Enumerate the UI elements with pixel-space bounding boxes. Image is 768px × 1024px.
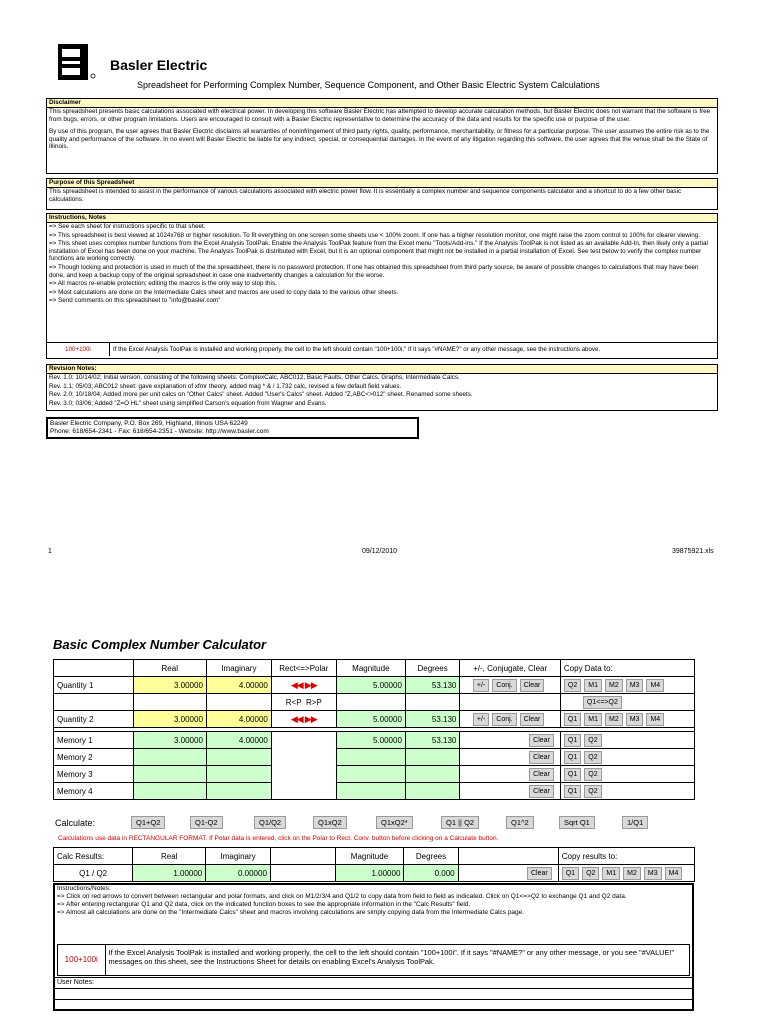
purpose-heading: Purpose of this Spreadsheet <box>47 179 717 188</box>
calc-sqrt-button[interactable]: Sqrt Q1 <box>559 816 595 829</box>
quantity1-degrees[interactable]: 53.130 <box>405 677 459 694</box>
disclaimer-panel <box>46 98 718 174</box>
memory1-copy-to-q1-button[interactable]: Q1 <box>564 734 581 747</box>
user-notes-label: User Notes: <box>55 978 692 989</box>
memory1-degrees[interactable]: 53.130 <box>405 732 459 749</box>
notes-toolpak-check-message: If the Excel Analysis ToolPak is installed and working properly, the cell to the left should contain "100+100i". If it says "#NAME?" or any other message, or you see "#VALUE!" messages on this sheet, see the Instructions Sheet for details on enabling Excel's Analysis ToolPak. <box>108 948 675 966</box>
p-to-r-label[interactable]: R>P <box>306 697 322 707</box>
q1-copy-to-m2-button[interactable]: M2 <box>605 679 623 692</box>
calc-parallel-button[interactable]: Q1 || Q2 <box>441 816 479 829</box>
basler-logo <box>58 44 98 80</box>
revision-panel <box>46 364 718 411</box>
purpose-panel <box>46 178 718 210</box>
memory3-copy-to-q1-button[interactable]: Q1 <box>564 768 581 781</box>
q2-clear-button[interactable]: Clear <box>520 713 545 726</box>
user-notes-area[interactable] <box>55 977 692 1012</box>
contact-box <box>46 417 419 439</box>
notes-line: => After entering rectangular Q1 and Q2 data, click on the indicated function boxes to see the appropriate information in the "Calc Results" field. <box>57 901 471 908</box>
memory1-magnitude[interactable]: 5.00000 <box>336 732 405 749</box>
memory2-imag[interactable] <box>206 749 271 766</box>
memory4-degrees[interactable] <box>405 783 459 800</box>
results-copy-to-q1-button[interactable]: Q1 <box>562 867 579 880</box>
results-header-copy: Copy results to: <box>558 848 694 865</box>
q1-clear-button[interactable]: Clear <box>520 679 545 692</box>
results-header-real: Real <box>133 848 206 865</box>
results-header-magnitude: Magnitude <box>335 848 404 865</box>
memory4-label: Memory 4 <box>54 783 134 800</box>
disclaimer-heading: Disclaimer <box>47 99 717 108</box>
notes-heading: Instructions/Notes: <box>57 885 111 892</box>
calc-divide-button[interactable]: Q1/Q2 <box>254 816 286 829</box>
company-name: Basler Electric <box>110 57 208 73</box>
toolpak-check-message: If the Excel Analysis ToolPak is installed and working properly, the cell to the left should contain "100+100i." If it says "#NAME?" or any other message, see the instructions above. <box>113 346 601 353</box>
calculator-table <box>53 659 695 800</box>
memory4-magnitude[interactable] <box>336 783 405 800</box>
header-blank <box>54 660 134 677</box>
col-header-degrees: Degrees <box>405 660 459 677</box>
polar-to-rect-arrow-icon[interactable]: ◀◀ <box>290 713 303 724</box>
notes-panel <box>53 883 694 1011</box>
memory2-magnitude[interactable] <box>336 749 405 766</box>
revision-line: Rev. 1.1; 05/03; ABC012 sheet: gave explanation of xfmr theory, added mag * & / 1.732 calc, revised a few default field values. <box>49 382 402 390</box>
calc-reciprocal-button[interactable]: 1/Q1 <box>622 816 648 829</box>
memory1-real[interactable]: 3.00000 <box>133 732 206 749</box>
page-subtitle: Spreadsheet for Performing Complex Number, Sequence Component, and Other Basic Electric System Calculations <box>137 80 600 90</box>
quantity2-magnitude[interactable]: 5.00000 <box>336 711 405 728</box>
calc-add-button[interactable]: Q1+Q2 <box>131 816 165 829</box>
memory1-imag[interactable]: 4.00000 <box>206 732 271 749</box>
results-header-imaginary: Imaginary <box>206 848 271 865</box>
results-magnitude: 1.00000 <box>335 865 404 882</box>
notes-toolpak-check-row <box>57 944 690 976</box>
calculate-label: Calculate: <box>55 818 96 828</box>
instruction-line: => All macros re-enable protection; editing the macros is the only way to stop this. <box>49 280 277 288</box>
rect-to-polar-arrow-icon[interactable]: ▶▶ <box>304 713 317 724</box>
q2-copy-to-m4-button[interactable]: M4 <box>646 713 664 726</box>
col-header-imaginary: Imaginary <box>206 660 271 677</box>
purpose-text: This spreadsheet is intended to assist in the performance of various calculations associated with electric power flow. It is essentially a complex number and sequence components calculator and a shortcut to do a few other basic calculations. <box>49 188 682 203</box>
calc-multiply-button[interactable]: Q1xQ2 <box>313 816 347 829</box>
results-real: 1.00000 <box>133 865 206 882</box>
notes-toolpak-check-cell[interactable]: 100+100i <box>58 945 106 975</box>
calc-square-button[interactable]: Q1^2 <box>506 816 534 829</box>
calculator-title: Basic Complex Number Calculator <box>53 637 267 652</box>
memory1-copy-to-q2-button[interactable]: Q2 <box>584 734 601 747</box>
disclaimer-paragraph-1: This spreadsheet presents basic calculations associated with electrical power. In developing this software Basler Electric has attempted to develop accurate calculation methods, but Basler Electric does not warrant that the software is free from bugs, errors, or other program limitations. Users are encouraged to consult with a Basler Electric representative to determine the accuracy of the data and results for the specific use or purpose of the user. <box>49 108 711 123</box>
toolpak-check-cell[interactable]: 100+100i <box>47 343 110 356</box>
memory2-copy-to-q2-button[interactable]: Q2 <box>584 751 601 764</box>
contact-address: Basler Electric Company, P.O. Box 269, Highland, Illinois USA 62249 <box>50 420 248 427</box>
q2-copy-to-m2-button[interactable]: M2 <box>605 713 623 726</box>
calc-subtract-button[interactable]: Q1-Q2 <box>190 816 223 829</box>
user-notes-line[interactable] <box>55 1000 692 1010</box>
instruction-line: => Most calculations are done on the Intermediate Calcs sheet and macros are used to copy data to the various other sheets. <box>49 288 399 296</box>
memory4-copy-to-q2-button[interactable]: Q2 <box>584 785 601 798</box>
quantity1-label: Quantity 1 <box>54 677 134 694</box>
results-imag: 0.00000 <box>206 865 271 882</box>
memory1-label: Memory 1 <box>54 732 134 749</box>
results-label: Calc Results: <box>54 848 133 865</box>
memory1-clear-button[interactable]: Clear <box>529 734 554 747</box>
col-header-conjugate: +/-, Conjugate, Clear <box>460 660 561 677</box>
memory4-copy-to-q1-button[interactable]: Q1 <box>564 785 581 798</box>
memory3-degrees[interactable] <box>405 766 459 783</box>
q2-copy-to-m3-button[interactable]: M3 <box>626 713 644 726</box>
toolpak-check-row <box>47 342 717 356</box>
rect-to-polar-arrow-icon[interactable]: ▶▶ <box>304 679 317 690</box>
memory4-imag[interactable] <box>206 783 271 800</box>
col-header-magnitude: Magnitude <box>336 660 405 677</box>
calc-multiply-conj-button[interactable]: Q1xQ2* <box>376 816 413 829</box>
memory4-real[interactable] <box>133 783 206 800</box>
memory4-clear-button[interactable]: Clear <box>529 785 554 798</box>
memory3-label: Memory 3 <box>54 766 134 783</box>
polar-to-rect-arrow-icon[interactable]: ◀◀ <box>290 679 303 690</box>
q1-copy-to-m4-button[interactable]: M4 <box>646 679 664 692</box>
revision-line: Rev. 1.0; 10/14/02; Initial version, consisting of the following sheets: ComplexCalc, ABC012, Basic Faults, Other Calcs, Graphs, Intermediate Calcs. <box>49 374 460 381</box>
col-header-copy: Copy Data to: <box>560 660 694 677</box>
quantity2-degrees[interactable]: 53.130 <box>405 711 459 728</box>
results-copy-to-m3-button[interactable]: M3 <box>644 867 662 880</box>
results-header-degrees: Degrees <box>404 848 458 865</box>
results-degrees: 0.000 <box>404 865 458 882</box>
memory2-copy-to-q1-button[interactable]: Q1 <box>564 751 581 764</box>
footer-date: 09/12/2010 <box>362 548 398 555</box>
memory3-copy-to-q2-button[interactable]: Q2 <box>584 768 601 781</box>
basler-logo-icon <box>58 44 98 80</box>
col-header-real: Real <box>133 660 206 677</box>
memory2-clear-button[interactable]: Clear <box>529 751 554 764</box>
results-clear-button[interactable]: Clear <box>527 867 552 880</box>
q2-copy-to-m1-button[interactable]: M1 <box>584 713 602 726</box>
instruction-line: => This sheet uses complex number functions from the Excel Analysis ToolPak. Enable the Analysis ToolPak feature from the Excel menu "Tools/Add-ins." If the Analysis ToolPak is not listed as an available Add-In, then likely only a partial installation of Excel has been done on your machine. The Analysis ToolPak is distributed with Excel, but it is an optional component that might not be installed in a partial installation of Excel. See test below to verify the complex number functions are working correctly. <box>49 240 708 263</box>
memory2-degrees[interactable] <box>405 749 459 766</box>
quantity2-imag[interactable]: 4.00000 <box>206 711 271 728</box>
results-copy-to-q2-button[interactable]: Q2 <box>582 867 599 880</box>
revision-heading: Revision Notes: <box>47 365 717 374</box>
memory2-label: Memory 2 <box>54 749 134 766</box>
results-copy-to-m4-button[interactable]: M4 <box>665 867 683 880</box>
notes-line: => Almost all calculations are done on the "Intermediate Calcs" sheet and macros involving calculations are simply copying data from the Intermediate Calcs page. <box>57 909 525 916</box>
results-copy-to-m2-button[interactable]: M2 <box>623 867 641 880</box>
q2-copy-to-q1-button[interactable]: Q1 <box>564 713 581 726</box>
calculate-note: Calculations use data in RECTANGULAR FORMAT. If Polar data is entered, click on the Polar to Rect. Conv. button before clicking on a Calculate button. <box>58 835 499 842</box>
instructions-heading: Instructions, Notes <box>47 214 717 223</box>
col-header-rect-polar: Rect<=>Polar <box>271 660 336 677</box>
instruction-line: => Though locking and protection is used in much of the the spreadsheet, there is no password protection. If one has obtained this spreadsheet from third party source, be aware of possible changes to calculations that may have been done, and keep a backup copy of the original spreadsheet in case one inadvertently changes a calculation for the worse. <box>49 263 699 279</box>
memory3-real[interactable] <box>133 766 206 783</box>
quantity2-real[interactable]: 3.00000 <box>133 711 206 728</box>
footer-page-number: 1 <box>48 548 52 555</box>
quantity1-real[interactable]: 3.00000 <box>133 677 206 694</box>
results-row-label: Q1 / Q2 <box>54 865 133 882</box>
notes-line: => Click on red arrows to convert between rectangular and polar formats, and click on M1/2/3/4 and Q1/2 to copy data from field to field as indicated. Click on Q1<=>Q2 to exchange Q1 and Q2 data. <box>57 893 627 900</box>
disclaimer-paragraph-2: By use of this program, the user agrees that Basler Electric disclaims all warranties of noninfringement of third party rights, quality, performance, merchantability, or fitness for a particular purpose. The user assumes the entire risk as to the quality and performance of the software. In no event will Basler Electric be liable for any indirect, special, or consequential damages. In the event of any litigation regarding this software, the user agrees that the venue shall be the State of Illinois. <box>49 128 710 151</box>
instructions-panel <box>46 213 718 359</box>
memory3-clear-button[interactable]: Clear <box>529 768 554 781</box>
contact-phone: Phone: 618/654-2341 - Fax: 618/654-2351 - Website: http://www.basler.com <box>50 428 269 435</box>
instruction-line: => This spreadsheet is best viewed at 1024x768 or higher resolution. To fit everything on one screen some sheets use < 100% zoom. If one has a higher resolution monitor, one might raise the zoom control to 100% for clearer viewing. <box>49 231 700 239</box>
q1-copy-to-m3-button[interactable]: M3 <box>626 679 644 692</box>
q2-conjugate-button[interactable]: Conj. <box>492 713 516 726</box>
q1-copy-to-m1-button[interactable]: M1 <box>584 679 602 692</box>
quantity1-imag[interactable]: 4.00000 <box>206 677 271 694</box>
memory3-magnitude[interactable] <box>336 766 405 783</box>
q1-copy-to-q2-button[interactable]: Q2 <box>564 679 581 692</box>
memory2-real[interactable] <box>133 749 206 766</box>
quantity2-label: Quantity 2 <box>54 711 134 728</box>
results-copy-to-m1-button[interactable]: M1 <box>602 867 620 880</box>
revision-line: Rev. 2.0; 10/18/04; Added more per unit calcs on "Other Calcs" sheet. Added "User's Calcs" sheet. Added "Z,ABC<>012" sheet. Renamed some sheets. <box>49 391 473 399</box>
q2-negate-button[interactable]: +/- <box>473 713 489 726</box>
results-table <box>53 847 695 882</box>
r-to-p-label[interactable]: R<P <box>285 697 302 707</box>
footer-filename: 39875921.xls <box>672 548 714 555</box>
memory3-imag[interactable] <box>206 766 271 783</box>
swap-q1-q2-button[interactable]: Q1<=>Q2 <box>583 696 622 709</box>
revision-line: Rev. 3.0; 03/06; Added "Z=O HL" sheet using simplified Carson's equation from Wagner and Evans. <box>49 399 327 407</box>
instruction-line: => See each sheet for instructions specific to that sheet. <box>49 223 206 230</box>
q1-conjugate-button[interactable]: Conj. <box>492 679 516 692</box>
instruction-line: => Send comments on this spreadsheet to "info@basler.com" <box>49 297 221 305</box>
q1-negate-button[interactable]: +/- <box>473 679 489 692</box>
user-notes-line[interactable] <box>55 989 692 1000</box>
quantity1-magnitude[interactable]: 5.00000 <box>336 677 405 694</box>
